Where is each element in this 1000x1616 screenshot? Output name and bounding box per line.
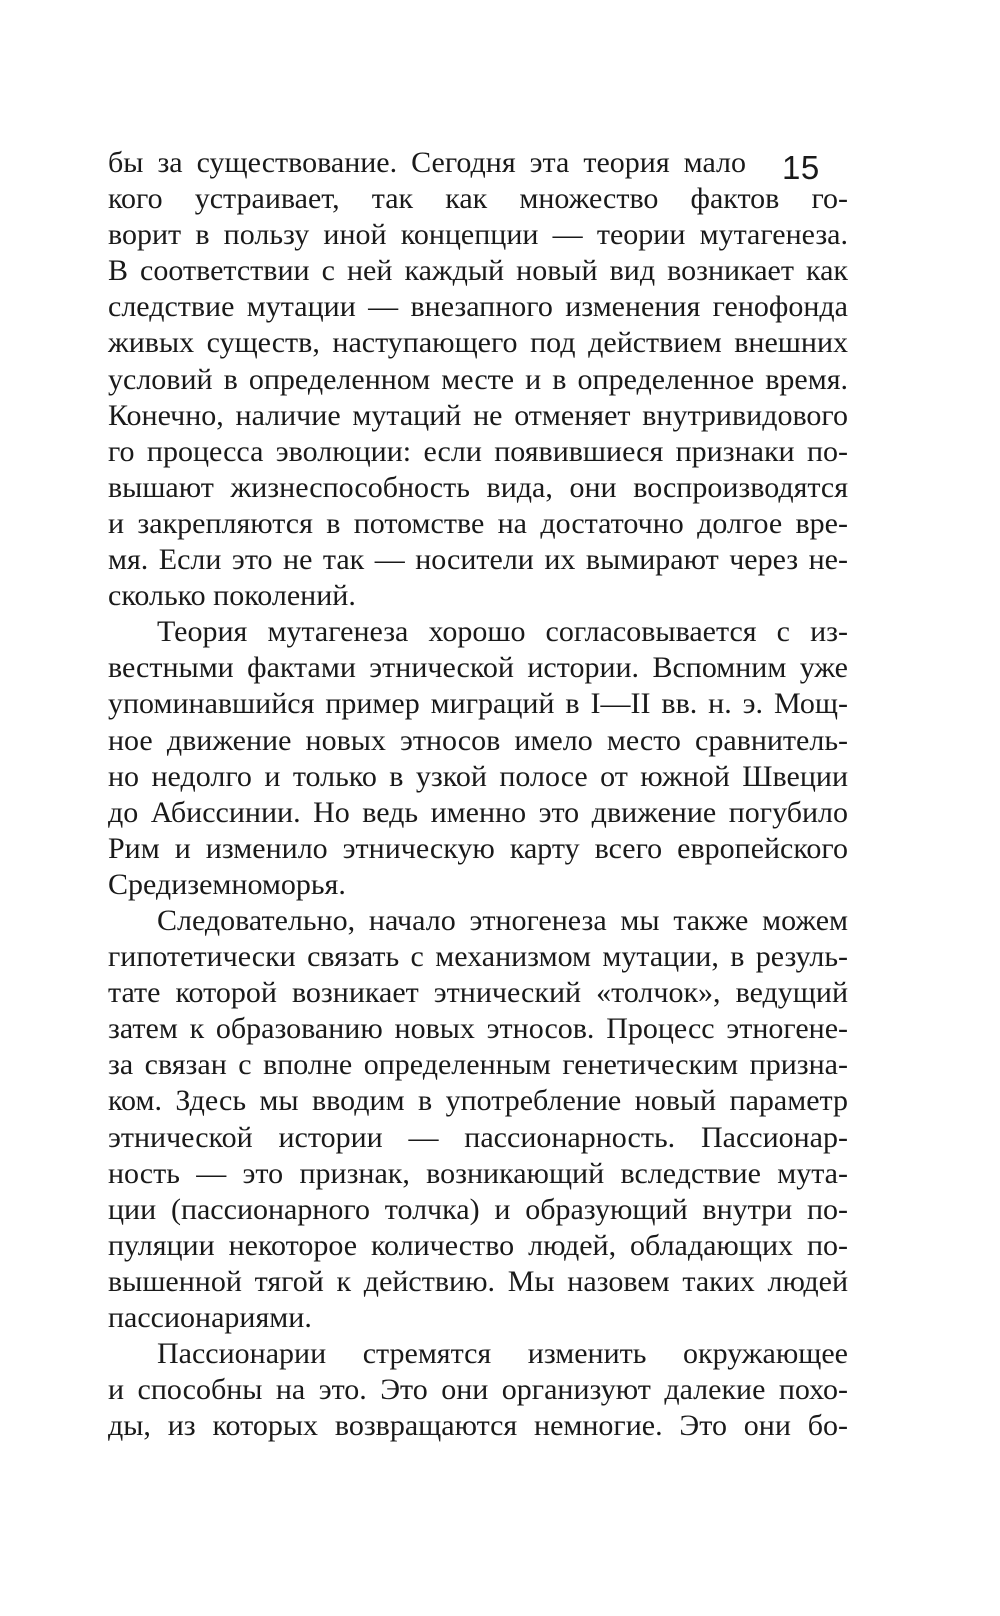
text-line: за связан с вполне определенным генетическим призна- — [108, 1048, 848, 1082]
text-line: Следовательно, начало этногенеза мы также можем — [157, 903, 848, 937]
text-line: Средиземноморья. — [108, 867, 346, 901]
text-line: этнической истории — пассионарность. Пассионар- — [108, 1120, 848, 1154]
text-line: сколько поколений. — [108, 579, 356, 613]
text-line: го процесса эволюции: если появившиеся признаки по- — [108, 434, 848, 468]
text-line: пассионариями. — [108, 1301, 312, 1334]
text-line: и закрепляются в потомстве на достаточно долгое вре- — [108, 506, 848, 540]
text-line: ком. Здесь мы вводим в употребление новый параметр — [108, 1084, 848, 1118]
text-line: живых существ, наступающего под действием внешних — [108, 326, 848, 360]
text-line: Пассионарии стремятся изменить окружающее — [157, 1337, 848, 1371]
text-line: затем к образованию новых этносов. Процесс этногене- — [108, 1012, 848, 1046]
text-line: ды, из которых возвращаются немногие. Это они бо- — [108, 1409, 848, 1443]
text-line: кого устраивает, так как множество фактов го- — [108, 182, 848, 216]
text-line: Теория мутагенеза хорошо согласовывается с из- — [157, 615, 848, 649]
text-line: упоминавшийся пример миграций в I—II вв. н. э. Мощ- — [108, 687, 848, 721]
text-line: вышают жизнеспособность вида, они воспроизводятся — [108, 470, 848, 504]
text-line: вестными фактами этнической истории. Вспомним уже — [108, 651, 848, 685]
text-line: ворит в пользу иной концепции — теории мутагенеза. — [108, 218, 848, 252]
text-line: условий в определенном месте и в определенное время. — [108, 362, 848, 396]
text-line: но недолго и только в узкой полосе от южной Швеции — [108, 759, 848, 793]
text-line: В соответствии с ней каждый новый вид возникает как — [108, 254, 848, 288]
text-line: Конечно, наличие мутаций не отменяет внутривидового — [108, 398, 848, 432]
text-line: ное движение новых этносов имело место сравнитель- — [108, 723, 848, 757]
text-line: до Абиссинии. Но ведь именно это движение погубило — [108, 795, 848, 829]
text-line: и способны на это. Это они организуют далекие похо- — [108, 1373, 848, 1407]
text-line: мя. Если это не так — носители их вымирают через не- — [108, 543, 848, 577]
body-text — [108, 145, 848, 1444]
text-line: Рим и изменило этническую карту всего европейского — [108, 831, 848, 865]
text-line: бы за существование. Сегодня эта теория мало — [108, 146, 746, 179]
text-line: следствие мутации — внезапного изменения генофонда — [108, 290, 848, 324]
page-number: 15 — [782, 149, 820, 186]
text-line: ность — это признак, возникающий вследствие мута- — [108, 1156, 848, 1190]
text-line: пуляции некоторое количество людей, обладающих по- — [108, 1228, 848, 1262]
text-line: ции (пассионарного толчка) и образующий внутри по- — [108, 1192, 848, 1226]
text-line: гипотетически связать с механизмом мутации, в резуль- — [108, 940, 848, 974]
text-line: тате которой возникает этнический «толчок», ведущий — [108, 976, 848, 1010]
text-line: вышенной тягой к действию. Мы назовем таких людей — [108, 1264, 848, 1298]
